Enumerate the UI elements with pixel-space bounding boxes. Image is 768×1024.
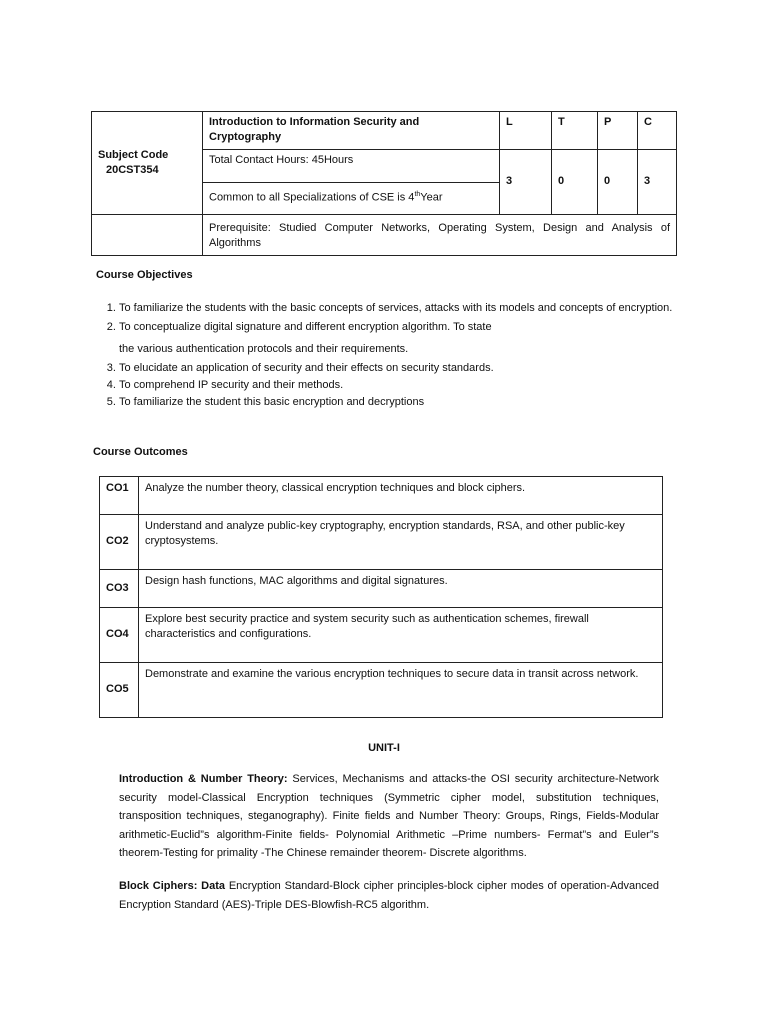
outcomes-table xyxy=(99,476,663,718)
subject-code: 20CST354 xyxy=(106,163,159,176)
col-l: L xyxy=(500,112,552,150)
objective-item xyxy=(119,319,701,358)
objective-continuation: the various authentication protocols and their requirements. xyxy=(119,343,409,355)
paragraph-body: Encryption Standard-Block cipher principles-block cipher modes of operation-Advanced Encryption Standard (AES)-Triple DES-Blowfish-RC5 algorithm. xyxy=(119,880,659,911)
unit-title: UNIT-I xyxy=(368,742,400,754)
common-specializations xyxy=(203,182,500,214)
outcome-code: CO4 xyxy=(100,608,139,663)
outcome-text: Explore best security practice and system security such as authentication schemes, firewall characteristics and configurations. xyxy=(139,608,663,663)
unit1-paragraph-1 xyxy=(119,770,659,863)
outcome-text: Analyze the number theory, classical encryption techniques and block ciphers. xyxy=(139,477,663,515)
paragraph-lead: Block Ciphers: Data xyxy=(119,880,226,892)
common-sup: th xyxy=(414,191,421,199)
objective-item: 1. To familiarize the students with the basic concepts of services, attacks with its models and concepts of encryption. xyxy=(119,300,701,317)
objective-item: 4. To comprehend IP security and their methods. xyxy=(119,377,701,394)
outcomes-heading: Course Outcomes xyxy=(93,446,188,458)
col-c: C xyxy=(638,112,677,150)
val-t: 0 xyxy=(552,149,598,214)
objective-item: 3. To elucidate an application of security and their effects on security standards. xyxy=(119,360,701,377)
objectives-heading: Course Objectives xyxy=(96,269,193,281)
paragraph-lead: Introduction & Number Theory: xyxy=(119,773,288,785)
common-suffix: Year xyxy=(420,191,443,204)
val-l: 3 xyxy=(500,149,552,214)
course-title: Introduction to Information Security and Cryptography xyxy=(203,112,500,150)
subject-code-label: Subject Code xyxy=(98,148,169,161)
total-hours: Total Contact Hours: 45Hours xyxy=(203,149,500,182)
objective-text: To conceptualize digital signature and different encryption algorithm. To state xyxy=(119,321,492,333)
col-t: T xyxy=(552,112,598,150)
outcome-code: CO1 xyxy=(100,477,139,515)
paragraph-body: Services, Mechanisms and attacks-the OSI security architecture-Network security model-Classical Encryption techniques (Symmetric cipher model, substitution techniques, transposition techniques, steganography). Finite fields and Number Theory: Groups, Rings, Fields-Modular arithmetic-Euclid”s algorithm-Finite fields- Polynomial Arithmetic –Prime numbers- Fermat”s and Euler”s theorem-Testing for primality -The Chinese remainder theorem- Discrete algorithms. xyxy=(119,773,659,859)
subject-code-cell xyxy=(92,112,203,215)
unit1-paragraph-2 xyxy=(119,877,659,914)
outcome-code: CO3 xyxy=(100,570,139,608)
val-p: 0 xyxy=(598,149,638,214)
objective-item: 5. To familiarize the student this basic encryption and decryptions xyxy=(119,394,701,411)
val-c: 3 xyxy=(638,149,677,214)
outcome-code: CO5 xyxy=(100,663,139,718)
empty-cell xyxy=(92,214,203,255)
outcome-text: Design hash functions, MAC algorithms and digital signatures. xyxy=(139,570,663,608)
prerequisite: Prerequisite: Studied Computer Networks, Operating System, Design and Analysis of Algorithms xyxy=(203,214,677,255)
course-header-table xyxy=(91,111,677,256)
outcome-code: CO2 xyxy=(100,515,139,570)
common-text: Common to all Specializations of CSE is 4 xyxy=(209,191,415,204)
outcome-text: Understand and analyze public-key cryptography, encryption standards, RSA, and other public-key cryptosystems. xyxy=(139,515,663,570)
objectives-list xyxy=(96,300,701,413)
col-p: P xyxy=(598,112,638,150)
outcome-text: Demonstrate and examine the various encryption techniques to secure data in transit across network. xyxy=(139,663,663,718)
